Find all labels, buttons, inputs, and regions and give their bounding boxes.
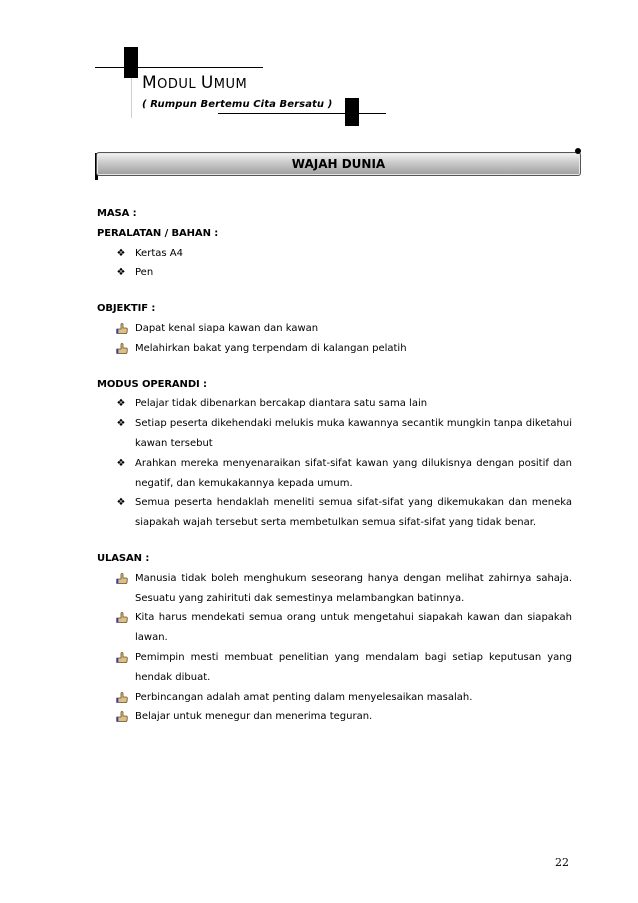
objektif-heading: OBJEKTIF : xyxy=(97,303,156,315)
modus-heading: MODUS OPERANDI : xyxy=(97,378,207,390)
module-subtitle: ( Rumpun Bertemu Cita Bersatu ) xyxy=(142,99,333,110)
pointing-hand-icon xyxy=(116,612,128,623)
title-bar xyxy=(96,152,581,176)
pointing-hand-icon xyxy=(116,343,128,354)
header-rule-top xyxy=(95,67,263,68)
header-rule-bottom xyxy=(218,113,386,114)
header-vertical-rule xyxy=(131,78,132,118)
masa-heading: MASA : xyxy=(97,208,137,219)
list-item xyxy=(97,707,572,727)
list-item-text: Pen xyxy=(135,267,154,279)
header-block-top xyxy=(124,47,138,78)
list-item-text: Manusia tidak boleh menghukum seseorang hanya dengan melihat zahirnya sahaja. Sesuatu yang zahirituti dak semestinya melambangkan batinnya. xyxy=(135,572,572,604)
list-item xyxy=(97,414,572,454)
list-item-text: Setiap peserta dikehendaki melukis muka kawannya secantik mungkin tanpa diketahui kawan tersebut xyxy=(135,418,572,449)
list-item xyxy=(97,244,572,264)
ulasan-heading: ULASAN : xyxy=(97,552,150,564)
module-title-rest-2: MUM xyxy=(213,77,248,92)
page-number: 22 xyxy=(555,856,569,869)
activity-title: WAJAH DUNIA xyxy=(291,157,386,171)
list-item-text: Melahirkan bakat yang terpendam di kalangan pelatih xyxy=(135,342,407,354)
pointing-hand-icon xyxy=(116,573,128,584)
diamond-bullet-icon: ❖ xyxy=(116,497,126,509)
list-item-text: Pemimpin mesti membuat penelitian yang mendalam bagi setiap keputusan yang hendak dibuat. xyxy=(135,651,572,683)
pointing-hand-icon xyxy=(116,652,128,663)
document-body xyxy=(97,204,572,727)
diamond-bullet-icon: ❖ xyxy=(116,247,126,259)
module-title xyxy=(142,73,247,93)
list-item-text: Dapat kenal siapa kawan dan kawan xyxy=(135,322,319,334)
list-item xyxy=(97,493,572,533)
list-item xyxy=(97,394,572,414)
list-item xyxy=(97,319,572,339)
module-title-cap-2: U xyxy=(200,73,214,93)
module-title-rest-1: ODUL xyxy=(157,77,197,92)
diamond-bullet-icon: ❖ xyxy=(116,418,126,430)
diamond-bullet-icon: ❖ xyxy=(116,267,126,279)
list-item-text: Semua peserta hendaklah meneliti semua sifat-sifat yang dikemukakan dan meneka siapakah wajah tersebut serta membetulkan semua sifat-sifat yang tidak benar. xyxy=(135,497,572,529)
list-item xyxy=(97,263,572,283)
diamond-bullet-icon: ❖ xyxy=(116,457,126,469)
diamond-bullet-icon: ❖ xyxy=(116,398,126,410)
module-title-cap-1: M xyxy=(142,73,158,93)
pointing-hand-icon xyxy=(116,711,128,722)
list-item-text: Pelajar tidak dibenarkan bercakap diantara satu sama lain xyxy=(135,398,428,410)
list-item-text: Arahkan mereka menyenaraikan sifat-sifat kawan yang dilukisnya dengan positif dan negatif, dan kemukakannya kepada umum. xyxy=(135,457,572,489)
list-item xyxy=(97,648,572,688)
list-item xyxy=(97,339,572,359)
list-item-text: Belajar untuk menegur dan menerima teguran. xyxy=(135,711,373,723)
list-item-text: Kita harus mendekati semua orang untuk mengetahui siapakah kawan dan siapakah lawan. xyxy=(135,612,572,644)
list-item xyxy=(97,454,572,494)
list-item-text: Kertas A4 xyxy=(135,247,183,259)
title-bar-dot xyxy=(575,148,581,154)
list-item xyxy=(97,688,572,708)
peralatan-heading: PERALATAN / BAHAN : xyxy=(97,227,219,239)
pointing-hand-icon xyxy=(116,692,128,703)
pointing-hand-icon xyxy=(116,323,128,334)
list-item xyxy=(97,569,572,609)
list-item-text: Perbincangan adalah amat penting dalam menyelesaikan masalah. xyxy=(135,691,473,703)
header-block-bottom xyxy=(345,98,359,126)
list-item xyxy=(97,608,572,648)
